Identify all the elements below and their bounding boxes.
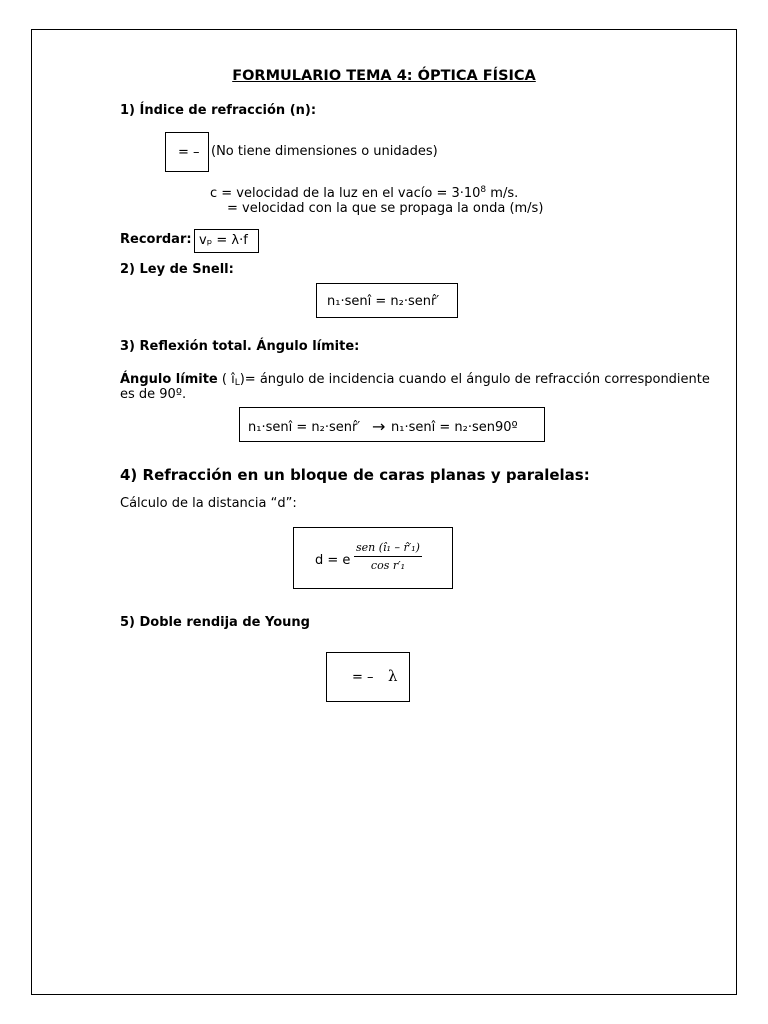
distance-formula-denominator: cos r′₁ bbox=[370, 559, 405, 572]
page-border bbox=[31, 29, 737, 995]
section-4-heading: 4) Refracción en un bloque de caras planas y paralelas: bbox=[120, 466, 590, 484]
arrow-right-icon: → bbox=[372, 417, 386, 436]
young-formula-box bbox=[326, 652, 410, 702]
critical-angle-text-cont: es de 90º. bbox=[120, 387, 187, 402]
snell-formula: n₁·senî = n₂·senr̂′ bbox=[327, 294, 440, 309]
section-2-heading: 2) Ley de Snell: bbox=[120, 262, 234, 277]
refraction-index-note: (No tiene dimensiones o unidades) bbox=[211, 144, 438, 159]
critical-angle-definition bbox=[120, 372, 710, 388]
section-3-heading: 3) Reflexión total. Ángulo límite: bbox=[120, 339, 360, 354]
critical-angle-symbol: ( î bbox=[221, 372, 235, 387]
section-5-heading: 5) Doble rendija de Young bbox=[120, 615, 310, 630]
snell-formula-box bbox=[316, 283, 458, 318]
distance-formula-fraction bbox=[354, 541, 422, 572]
critical-angle-label: Ángulo límite bbox=[120, 372, 218, 387]
distance-calc-text: Cálculo de la distancia “d”: bbox=[120, 496, 297, 511]
remember-formula-box bbox=[194, 229, 259, 253]
total-reflection-formula-left: n₁·senî = n₂·senr̂′ bbox=[248, 420, 361, 435]
refraction-index-formula-box bbox=[165, 132, 209, 172]
remember-formula: vₚ = λ·f bbox=[199, 233, 248, 248]
light-speed-unit: m/s. bbox=[486, 186, 519, 201]
critical-angle-text: )= ángulo de incidencia cuando el ángulo de refracción correspondiente bbox=[239, 372, 710, 387]
total-reflection-formula-right: n₁·senî = n₂·sen90º bbox=[391, 420, 518, 435]
distance-formula-lhs: d = e bbox=[315, 553, 351, 568]
light-speed-text: c = velocidad de la luz en el vacío = 3·10 bbox=[210, 186, 481, 201]
distance-formula-box bbox=[293, 527, 453, 589]
refraction-index-formula: = – bbox=[178, 145, 200, 160]
light-speed-definition bbox=[210, 185, 518, 201]
critical-angle-subscript: L bbox=[234, 378, 240, 388]
remember-label: Recordar: bbox=[120, 232, 192, 247]
distance-formula-numerator: sen (î₁ – r̂′₁) bbox=[354, 541, 422, 557]
total-reflection-formula-box bbox=[239, 407, 545, 442]
young-formula: = – bbox=[352, 670, 374, 685]
page-title: FORMULARIO TEMA 4: ÓPTICA FÍSICA bbox=[232, 68, 536, 84]
lambda-symbol: λ bbox=[388, 667, 398, 685]
wave-speed-definition: = velocidad con la que se propaga la onda (m/s) bbox=[227, 201, 544, 216]
section-1-heading: 1) Índice de refracción (n): bbox=[120, 103, 317, 118]
light-speed-exponent: 8 bbox=[480, 185, 487, 195]
